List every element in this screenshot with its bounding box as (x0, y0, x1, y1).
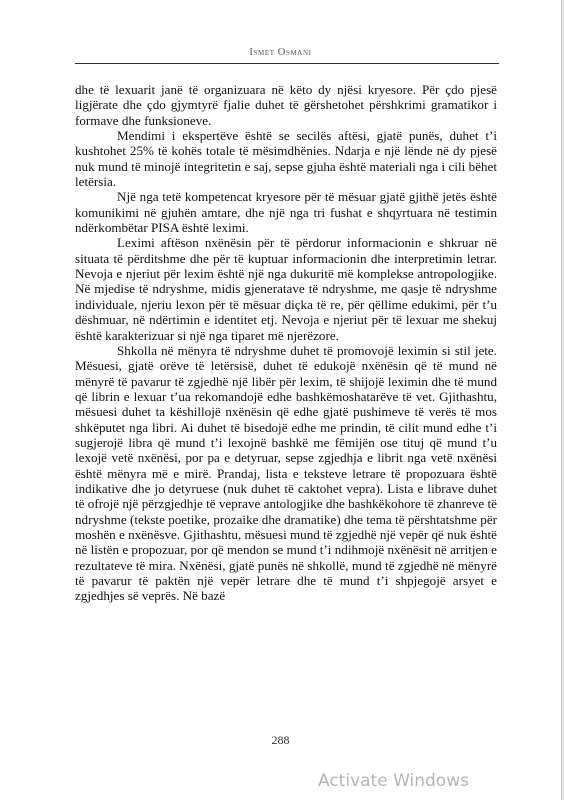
paragraph: Leximi aftëson nxënësin për të përdorur informacionin e shkruar në situata të përditshme dhe për të kuptuar informacionin dhe interpretimin letrar. Nevoja e njeriut për lexim është një nga dukuritë më komplekse antropologjike. Në mjedise të ndryshme, midis gjeneratave të ndryshme, me qasje të ndryshme individuale, njeriu lexon për të mësuar diçka të re, për qëllime edukimi, për t’u dëshmuar, në ndërtimin e identitet etj. Nevoja e njeriut për të lexuar me shekuj është karakterizuar si një nga tiparet më njerëzore. (75, 235, 497, 343)
running-head: Ismet Osmani (249, 47, 312, 58)
paragraph: Mendimi i ekspertëve është se secilës aftësi, gjatë punës, duhet t’i kushtohet 25% të kohës totale të mësimdhënies. Ndarja e një lënde në dy pjesë nuk mund të minojë integritetin e saj, sepse gjuha është materiali nga i cili bëhet letërsia. (75, 128, 497, 190)
activation-watermark: Activate Windows (318, 771, 469, 791)
paragraph: Një nga tetë kompetencat kryesore për të mësuar gjatë gjithë jetës është komunikimi në gjuhën amtare, dhe një nga tri fushat e shqyrtuara në testimin ndërkombëtar PISA është leximi. (75, 189, 497, 236)
paragraph: dhe të lexuarit janë të organizuara në këto dy njësi kryesore. Për çdo pjesë ligjërate dhe çdo gjymtyrë fjalie duhet të gërshetohet përshkrimi gramatikor i formave dhe funksioneve. (75, 82, 497, 128)
header-rule (75, 63, 499, 64)
paragraph: Shkolla në mënyra të ndryshme duhet të promovojë leximin si stil jete. Mësuesi, gjatë orëve të letërsisë, duhet të edukojë nxënësin që të mund në mënyrë të pavarur të zgjedhë një libër për lexim, të shijojë leximin dhe të mund që librin e lexuar t’ua rekomandojë edhe bashkëmoshatarëve të vet. Gjithashtu, mësuesi duhet ta këshillojë nxënësin që edhe gjatë pushimeve të verës të mos shkëputet nga libri. Ai duhet të bisedojë edhe me prindin, të cilit mund edhe t’i sugjerojë libra që mund t’i lexojnë bashkë me fëmijën ose tituj që mund t’u lexojë vetë nxënësi, por pa e detyruar, sepse zgjedhja e librit nga vetë nxënësi është mënyra më e mirë. Prandaj, lista e teksteve letrare të propozuara është indikative dhe jo detyruese (nuk duhet të caktohet vepra). Lista e librave duhet të ofrojë një përzgjedhje të veprave antologjike dhe bashkëkohore të zhanreve të ndryshme (tekste poetike, prozaike dhe dramatike) dhe tema të përshtatshme për moshën e nxënësve. Gjithashtu, mësuesi mund të zgjedhë një vepër që nuk është në listën e propozuar, por që mendon se mund t’i ndihmojë nxënësit në arritjen e rezultateve të mira. Nxënësi, gjatë punës në shkollë, mund të zgjedhë në mënyrë të pavarur të paktën një vepër letrare dhe të mund t’i shpjegojë arsyet e zgjedhjes së veprës. Në bazë (75, 342, 497, 604)
page-number: 288 (271, 733, 290, 747)
body-text (75, 82, 497, 604)
